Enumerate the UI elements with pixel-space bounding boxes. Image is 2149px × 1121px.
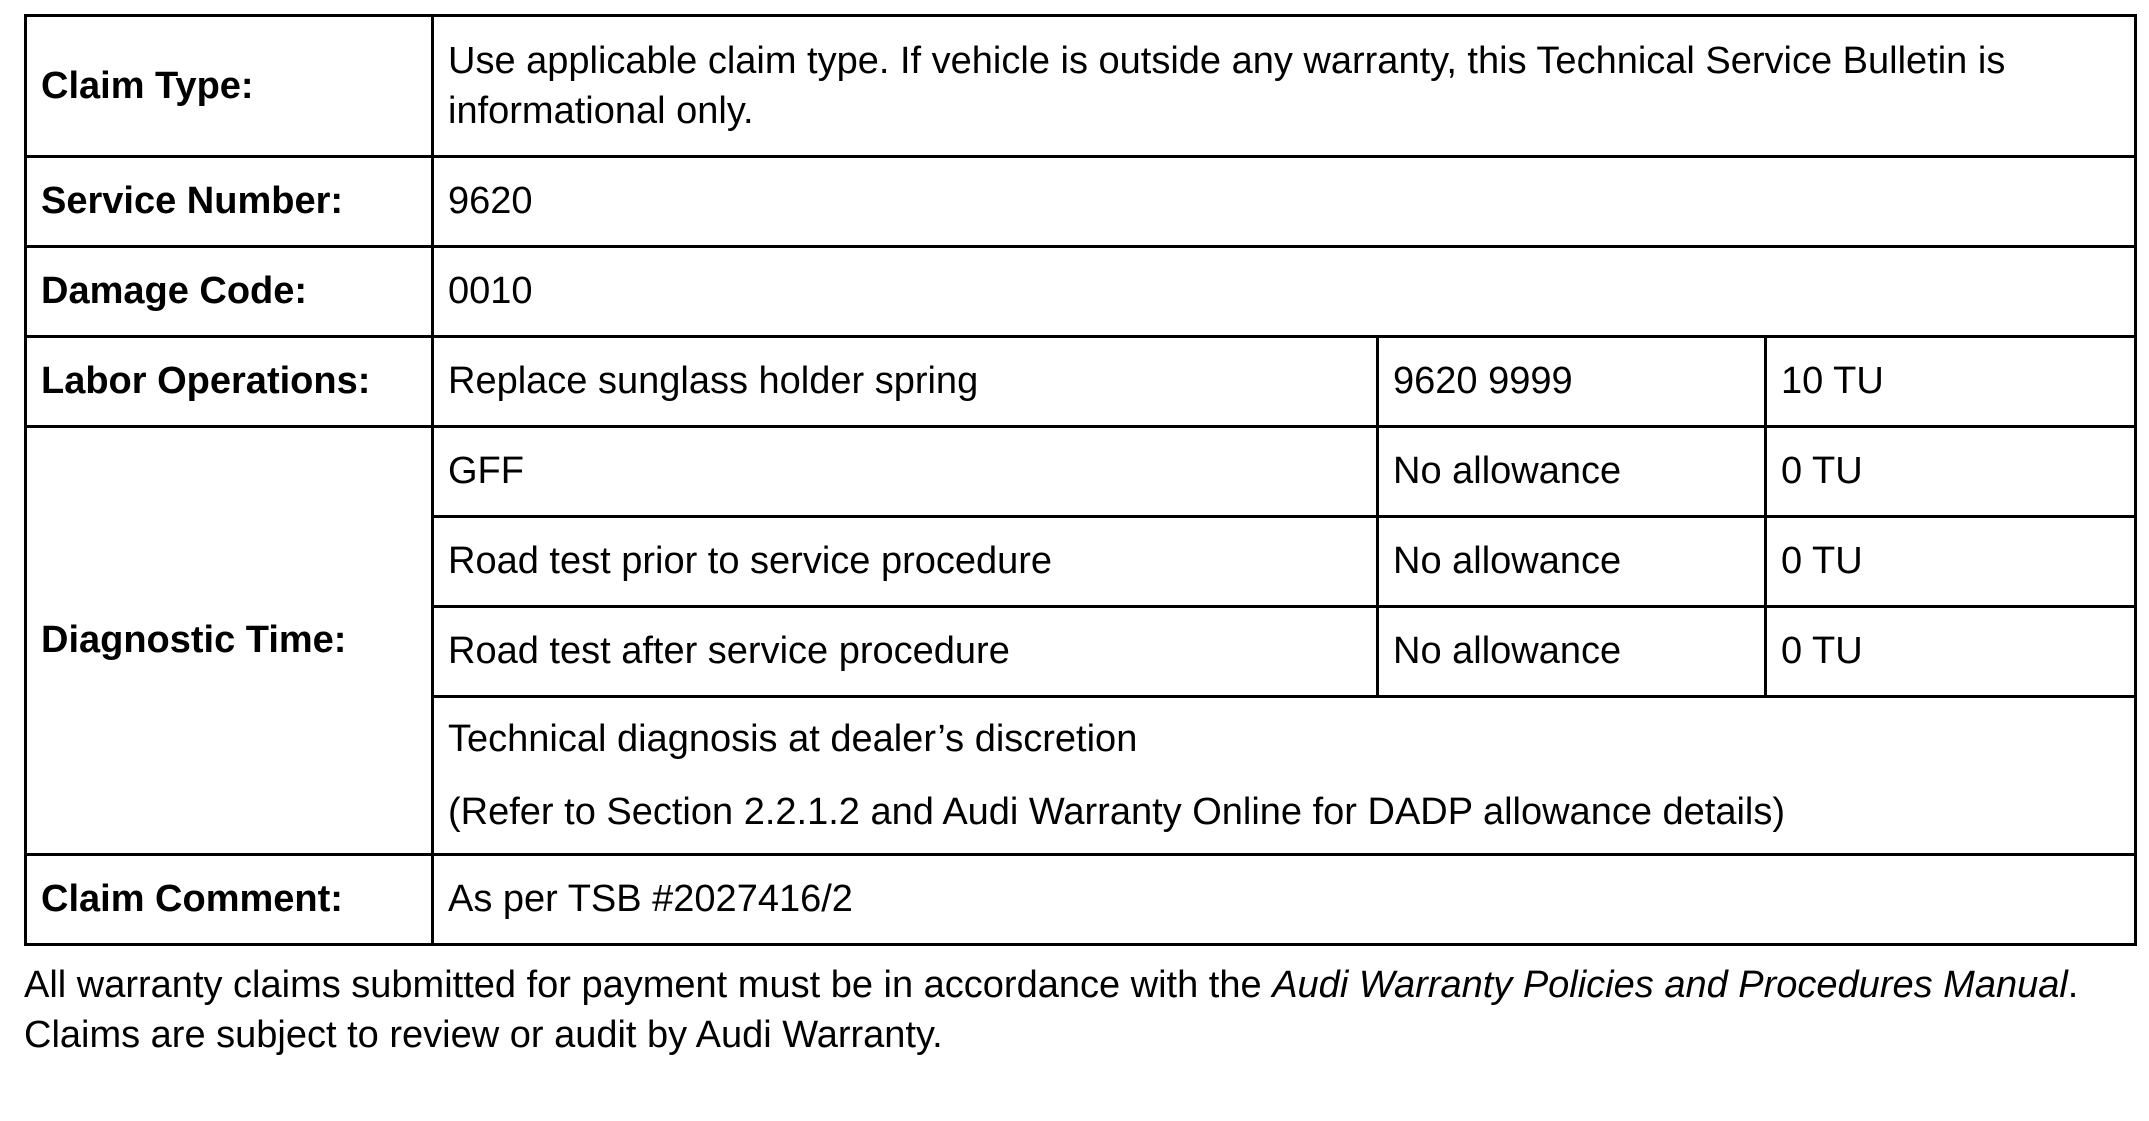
diagnostic-time-label: Diagnostic Time:	[26, 427, 433, 855]
diagnostic-time-value: 0 TU	[1766, 607, 2136, 697]
technical-diagnosis-cell	[433, 697, 2136, 855]
labor-operation-description: Replace sunglass holder spring	[433, 337, 1378, 427]
diagnostic-time-value: 0 TU	[1766, 517, 2136, 607]
diagnostic-description: GFF	[433, 427, 1378, 517]
diagnostic-time-value: 0 TU	[1766, 427, 2136, 517]
manual-title: Audi Warranty Policies and Procedures Manual	[1272, 964, 2068, 1006]
warranty-footer-note	[24, 960, 2134, 1060]
service-number-label: Service Number:	[26, 157, 433, 247]
footer-text-end: . Claims are subject to review or audit by Audi Warranty.	[24, 964, 2079, 1057]
labor-operations-label: Labor Operations:	[26, 337, 433, 427]
warranty-claim-sheet	[24, 14, 2134, 1098]
claim-comment-row	[26, 855, 2136, 945]
claim-info-table	[24, 14, 2137, 946]
diagnostic-allowance: No allowance	[1378, 427, 1766, 517]
diagnostic-description: Road test prior to service procedure	[433, 517, 1378, 607]
technical-diagnosis-text: Technical diagnosis at dealer’s discretion	[448, 718, 1138, 761]
claim-comment-label: Claim Comment:	[26, 855, 433, 945]
labor-operation-time: 10 TU	[1766, 337, 2136, 427]
service-number-row	[26, 157, 2136, 247]
diagnostic-allowance: No allowance	[1378, 517, 1766, 607]
claim-comment-value: As per TSB #2027416/2	[433, 855, 2136, 945]
dadp-reference-text: (Refer to Section 2.2.1.2 and Audi Warranty Online for DADP allowance details)	[448, 790, 1786, 833]
damage-code-row	[26, 247, 2136, 337]
claim-type-label: Claim Type:	[26, 16, 433, 157]
damage-code-label: Damage Code:	[26, 247, 433, 337]
claim-type-row	[26, 16, 2136, 157]
labor-operation-code: 9620 9999	[1378, 337, 1766, 427]
labor-operations-row	[26, 337, 2136, 427]
claim-type-value: Use applicable claim type. If vehicle is outside any warranty, this Technical Service Bulletin is informational only.	[433, 16, 2136, 157]
service-number-value: 9620	[433, 157, 2136, 247]
diagnostic-allowance: No allowance	[1378, 607, 1766, 697]
footer-text-start: All warranty claims submitted for payment must be in accordance with the	[24, 964, 1273, 1006]
damage-code-value: 0010	[433, 247, 2136, 337]
diagnostic-description: Road test after service procedure	[433, 607, 1378, 697]
diagnostic-row	[26, 427, 2136, 517]
